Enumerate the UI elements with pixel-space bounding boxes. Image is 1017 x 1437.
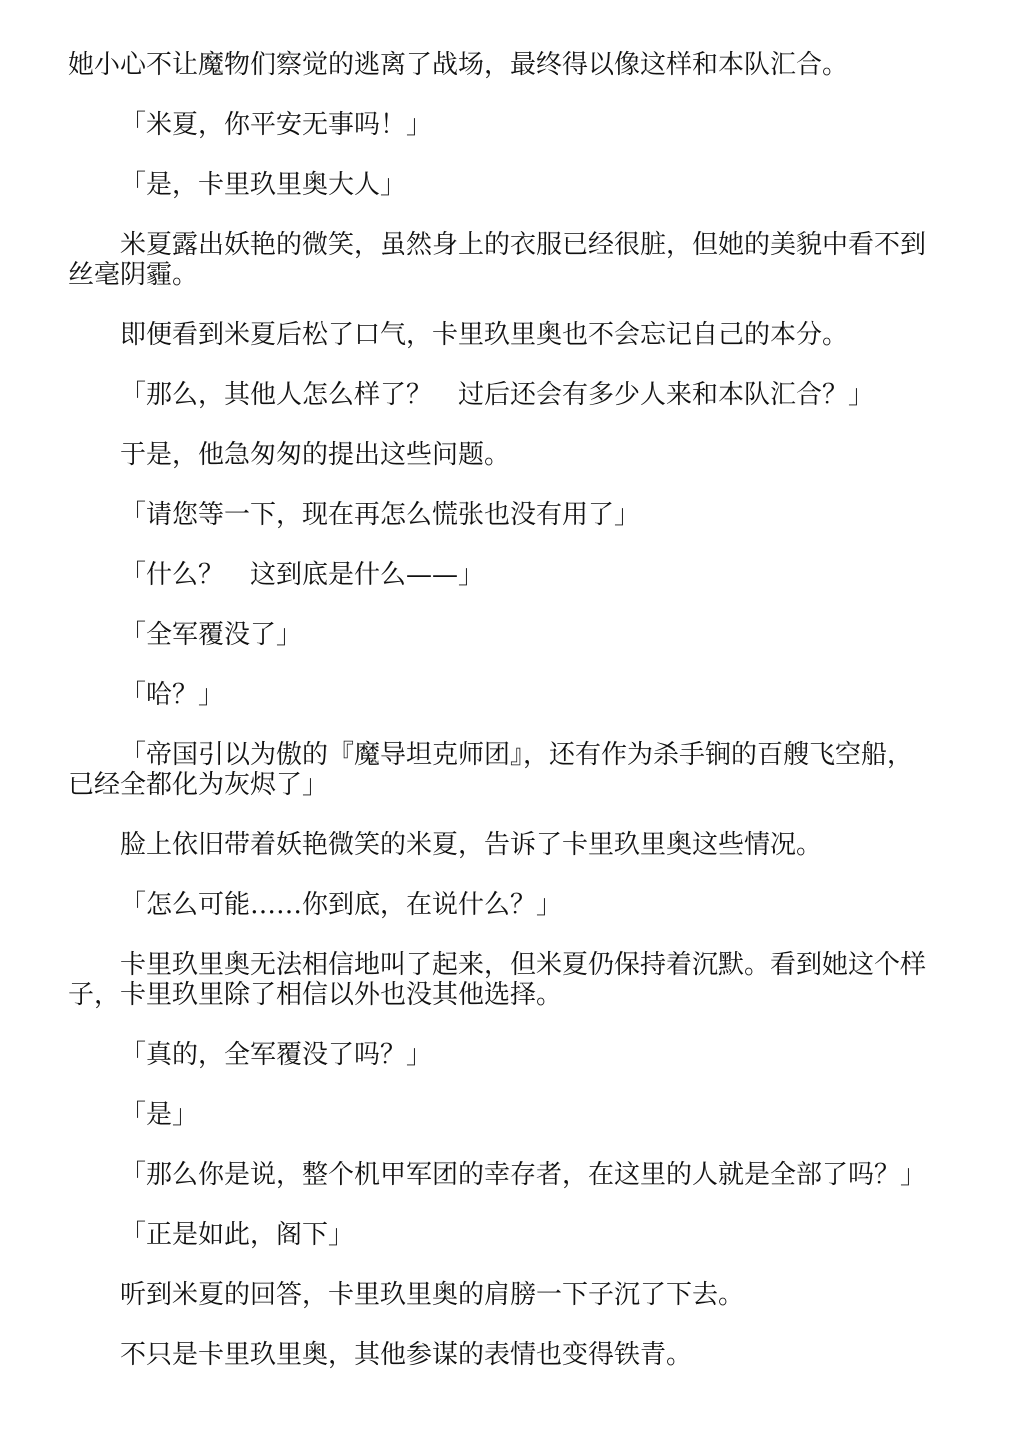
paragraph: 即便看到米夏后松了口气，卡里玖里奥也不会忘记自己的本分。 — [120, 320, 849, 350]
dialogue-line: 「正是如此，阁下」 — [120, 1220, 355, 1250]
dialogue-line: 「是」 — [120, 1100, 199, 1130]
dialogue-line: 「怎么可能……你到底，在说什么？」 — [120, 890, 563, 920]
dialogue-line: 「帝国引以为傲的『魔导坦克师团』，还有作为杀手锏的百艘飞空船，已经全都化为灰烬了」 — [68, 740, 914, 800]
paragraph: 听到米夏的回答，卡里玖里奥的肩膀一下子沉了下去。 — [120, 1280, 745, 1310]
paragraph: 她小心不让魔物们察觉的逃离了战场，最终得以像这样和本队汇合。 — [68, 50, 849, 80]
paragraph: 卡里玖里奥无法相信地叫了起来，但米夏仍保持着沉默。看到她这个样子，卡里玖里除了相信以外也没其他选择。 — [68, 950, 927, 1010]
paragraph: 不只是卡里玖里奥，其他参谋的表情也变得铁青。 — [120, 1340, 693, 1370]
dialogue-line: 「全军覆没了」 — [120, 620, 303, 650]
paragraph: 脸上依旧带着妖艳微笑的米夏，告诉了卡里玖里奥这些情况。 — [120, 830, 823, 860]
dialogue-line: 「哈？」 — [120, 680, 225, 710]
dialogue-line: 「真的，全军覆没了吗？」 — [120, 1040, 433, 1070]
dialogue-line: 「什么？ 这到底是什么——」 — [120, 560, 485, 590]
dialogue-line: 「那么，其他人怎么样了？ 过后还会有多少人来和本队汇合？」 — [120, 380, 875, 410]
dialogue-line: 「是，卡里玖里奥大人」 — [120, 170, 407, 200]
paragraph: 于是，他急匆匆的提出这些问题。 — [120, 440, 511, 470]
dialogue-line: 「米夏，你平安无事吗！」 — [120, 110, 433, 140]
dialogue-line: 「请您等一下，现在再怎么慌张也没有用了」 — [120, 500, 641, 530]
dialogue-line: 「那么你是说，整个机甲军团的幸存者，在这里的人就是全部了吗？」 — [120, 1160, 927, 1190]
paragraph: 米夏露出妖艳的微笑，虽然身上的衣服已经很脏，但她的美貌中看不到丝毫阴霾。 — [68, 230, 927, 290]
